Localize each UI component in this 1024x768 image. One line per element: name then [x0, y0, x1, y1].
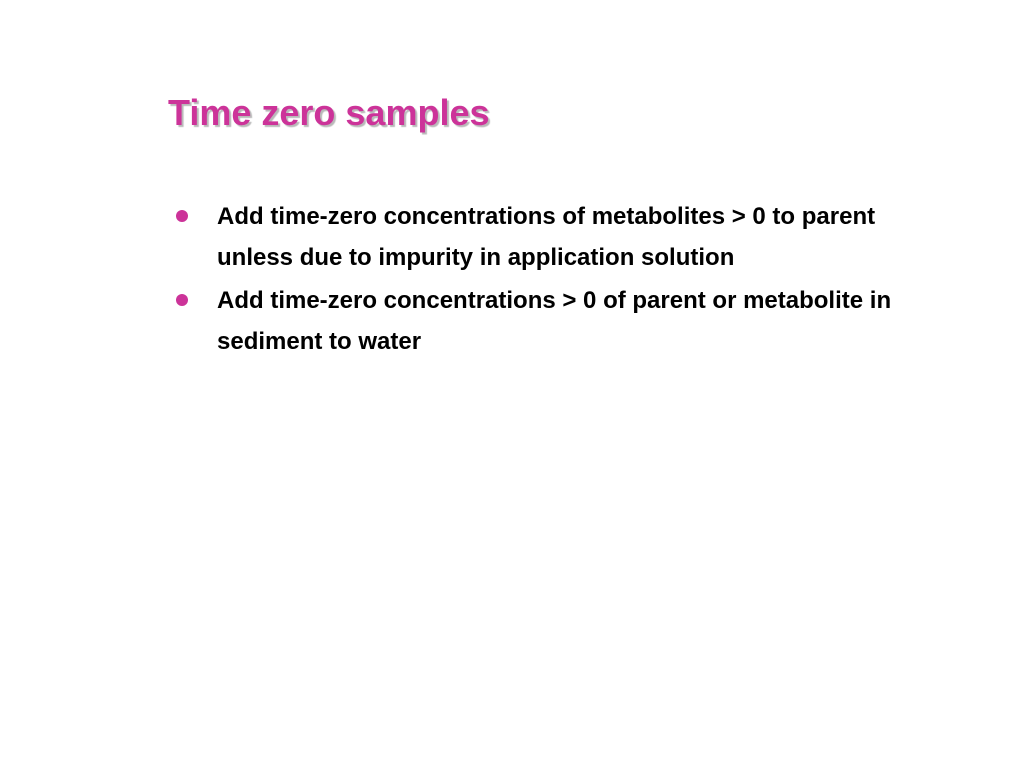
bullet-text: Add time-zero concentrations of metabolites > 0 to parent unless due to impurity in application solution	[217, 203, 876, 271]
list-item	[176, 196, 956, 278]
list-item	[176, 280, 956, 362]
bullet-dot-icon	[176, 210, 188, 222]
bullet-list	[176, 196, 956, 364]
bullet-text: Add time-zero concentrations > 0 of parent or metabolite in sediment to water	[217, 287, 892, 355]
slide-title: Time zero samples	[168, 92, 490, 133]
bullet-dot-icon	[176, 294, 188, 306]
